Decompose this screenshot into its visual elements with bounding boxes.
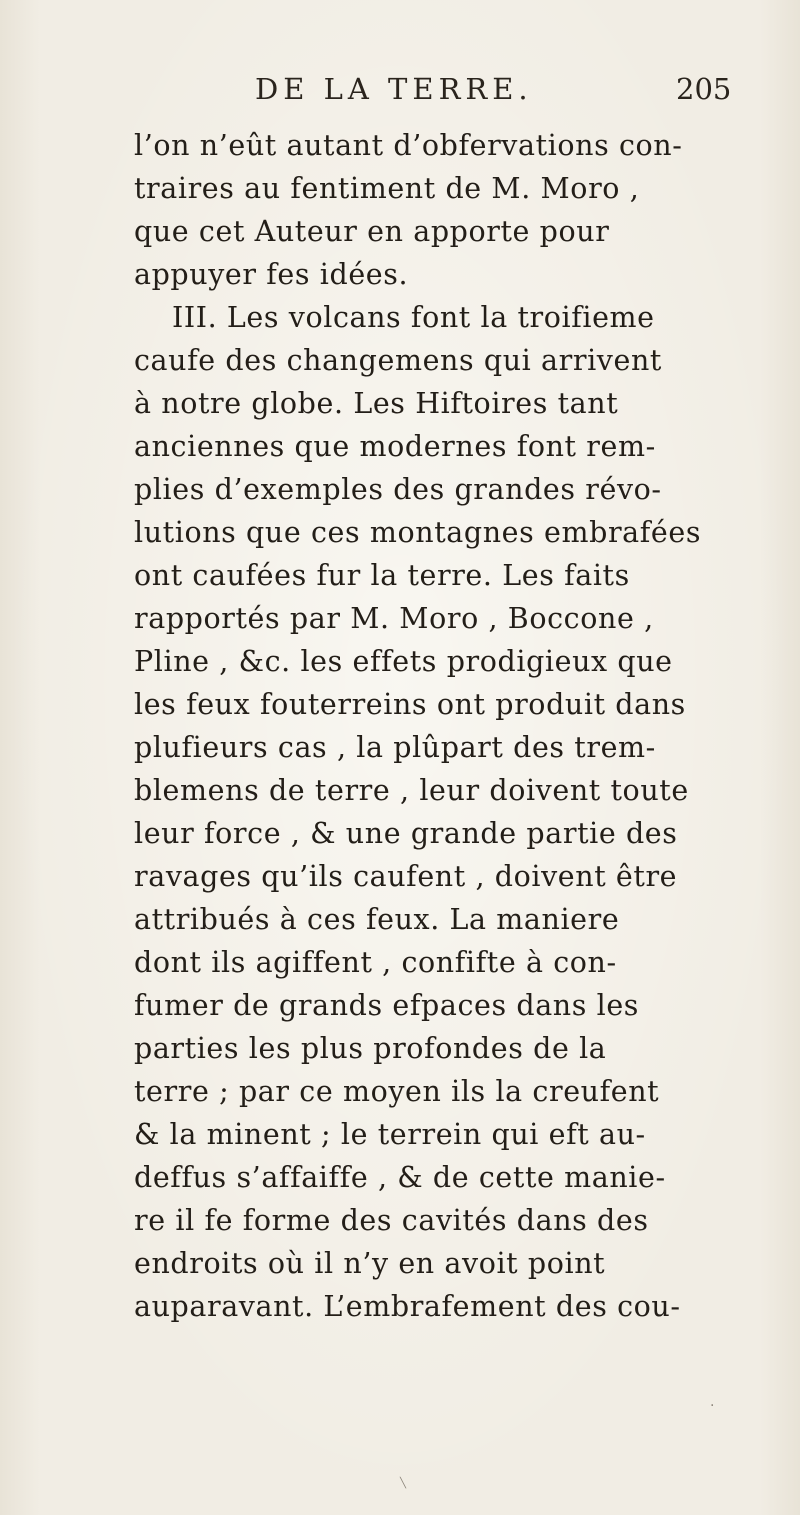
text-line: l’on n’eût autant d’obfervations con- xyxy=(134,129,683,162)
text-line: ont caufées fur la terre. Les faits xyxy=(134,559,630,592)
text-line: deffus s’affaiffe , & de cette manie- xyxy=(134,1161,666,1194)
text-line: auparavant. L’embrafement des cou- xyxy=(134,1290,681,1323)
text-line: appuyer fes idées. xyxy=(134,258,409,291)
text-line: que cet Auteur en apporte pour xyxy=(134,215,610,248)
text-line: parties les plus profondes de la xyxy=(134,1032,607,1065)
text-line: blemens de terre , leur doivent toute xyxy=(134,774,689,807)
paper-speck: · xyxy=(710,1398,715,1414)
text-line: leur force , & une grande partie des xyxy=(134,817,678,850)
paper-speck: ╲ xyxy=(400,1478,407,1489)
text-line: & la minent ; le terrein qui eft au- xyxy=(134,1118,646,1151)
text-line: plufieurs cas , la plûpart des trem- xyxy=(134,731,656,764)
text-line: fumer de grands efpaces dans les xyxy=(134,989,640,1022)
text-line: III. Les volcans font la troifieme xyxy=(172,301,655,334)
text-line: rapportés par M. Moro , Boccone , xyxy=(134,602,654,635)
page-header xyxy=(0,72,800,116)
text-line: lutions que ces montagnes embrafées xyxy=(134,516,702,549)
text-line: plies d’exemples des grandes révo- xyxy=(134,473,662,506)
page-number: 205 xyxy=(676,72,732,106)
text-line: re il fe forme des cavités dans des xyxy=(134,1204,649,1237)
text-line: attribués à ces feux. La maniere xyxy=(134,903,620,936)
text-line: à notre globe. Les Hiftoires tant xyxy=(134,387,619,420)
text-line: endroits où il n’y en avoit point xyxy=(134,1247,606,1280)
text-line: dont ils agiffent , confifte à con- xyxy=(134,946,617,979)
text-line: anciennes que modernes font rem- xyxy=(134,430,656,463)
text-line: terre ; par ce moyen ils la creufent xyxy=(134,1075,660,1108)
text-line: traires au fentiment de M. Moro , xyxy=(134,172,640,205)
text-line: les feux fouterreins ont produit dans xyxy=(134,688,686,721)
text-line: ravages qu’ils caufent , doivent être xyxy=(134,860,678,893)
text-line: Pline , &c. les effets prodigieux que xyxy=(134,645,673,678)
text-line: caufe des changemens qui arrivent xyxy=(134,344,662,377)
running-head: DE LA TERRE. xyxy=(255,72,533,106)
